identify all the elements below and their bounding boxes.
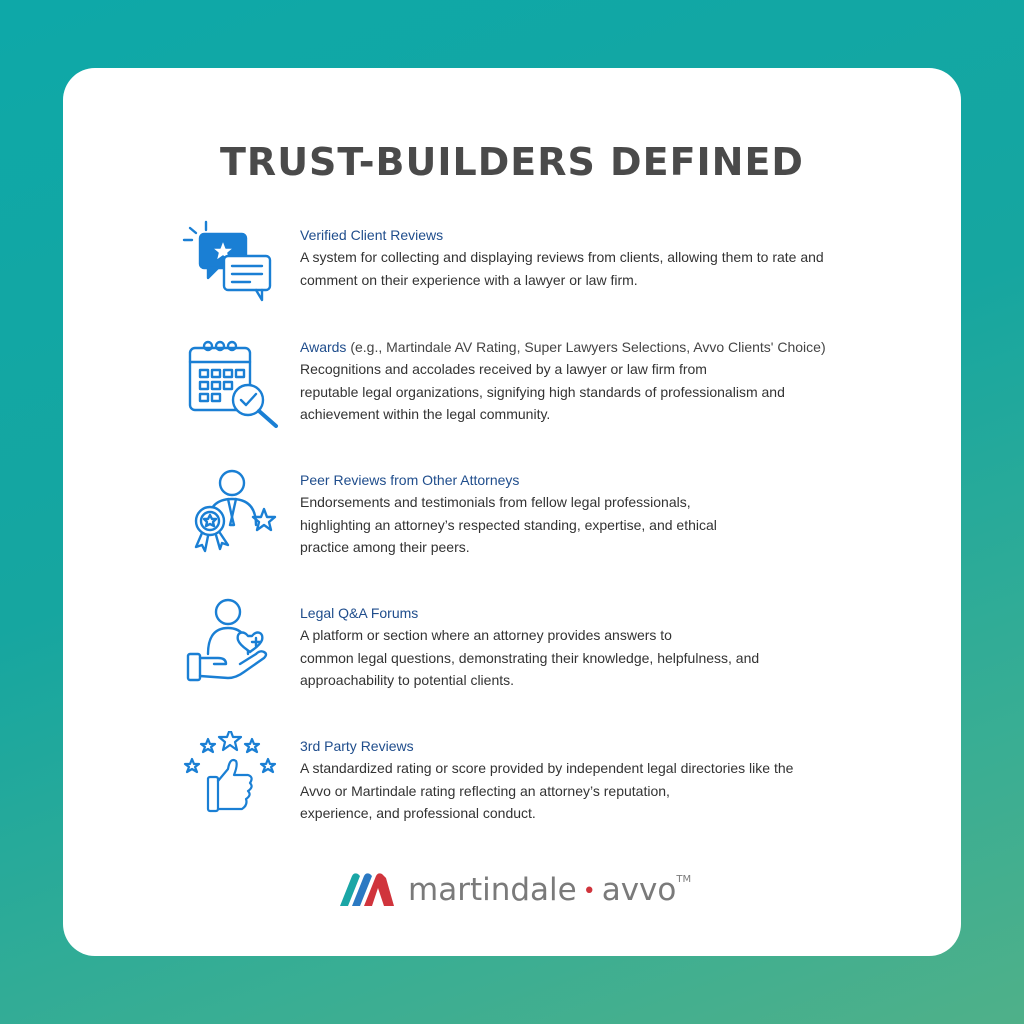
martindale-avvo-logo [338, 870, 708, 910]
item-title: Verified Client Reviews [300, 227, 444, 243]
logo-wordmark [408, 870, 691, 912]
helping-hand-icon [178, 598, 288, 694]
item-description-line: approachability to potential clients. [300, 672, 515, 688]
item-description-line: comment on their experience with a lawyer or law firm. [300, 271, 638, 288]
item-title: Awards (e.g., Martindale AV Rating, Super Lawyers Selections, Avvo Clients' Choice) [300, 339, 826, 355]
review-chat-icon [178, 220, 288, 316]
list-item-peer-reviews [178, 465, 878, 575]
item-description-line: Endorsements and testimonials from fellow legal professionals, [300, 494, 691, 510]
list-item-verified-client-reviews [178, 220, 878, 330]
page-title: TRUST-BUILDERS DEFINED [220, 140, 804, 184]
logo-text-avvo: avvo [601, 872, 677, 908]
logo-text-martindale: martindale [408, 872, 577, 908]
item-description-line: A standardized rating or score provided by independent legal directories like the [300, 760, 794, 776]
list-item-3rd-party-reviews [178, 731, 878, 841]
peer-award-icon [178, 465, 288, 561]
logo-mark-icon [338, 872, 396, 908]
item-description-line: achievement within the legal community. [300, 406, 551, 422]
trademark-mark: TM [676, 874, 692, 885]
item-description-line: A platform or section where an attorney provides answers to [300, 627, 672, 643]
calendar-check-icon [178, 332, 288, 428]
list-item-legal-qa-forums [178, 598, 878, 708]
item-title: Legal Q&A Forums [300, 605, 419, 621]
item-description-line: common legal questions, demonstrating their knowledge, helpfulness, and [300, 649, 760, 666]
item-description-line: Avvo or Martindale rating reflecting an attorney’s reputation, [300, 782, 670, 799]
list-item-awards [178, 332, 878, 442]
item-title: 3rd Party Reviews [300, 738, 414, 754]
logo-separator: • [582, 878, 596, 904]
item-description-line: Recognitions and accolades received by a lawyer or law firm from [300, 361, 707, 377]
item-title: Peer Reviews from Other Attorneys [300, 472, 520, 488]
thumbs-up-stars-icon [178, 731, 288, 827]
item-description-line: A system for collecting and displaying reviews from clients, allowing them to rate and [300, 249, 824, 265]
item-description-line: reputable legal organizations, signifying high standards of professionalism and [300, 383, 785, 400]
item-description-line: highlighting an attorney’s respected standing, expertise, and ethical [300, 516, 717, 533]
item-description-line: practice among their peers. [300, 539, 470, 555]
item-title-note: (e.g., Martindale AV Rating, Super Lawyers Selections, Avvo Clients' Choice) [346, 339, 826, 355]
item-description-line: experience, and professional conduct. [300, 805, 536, 821]
